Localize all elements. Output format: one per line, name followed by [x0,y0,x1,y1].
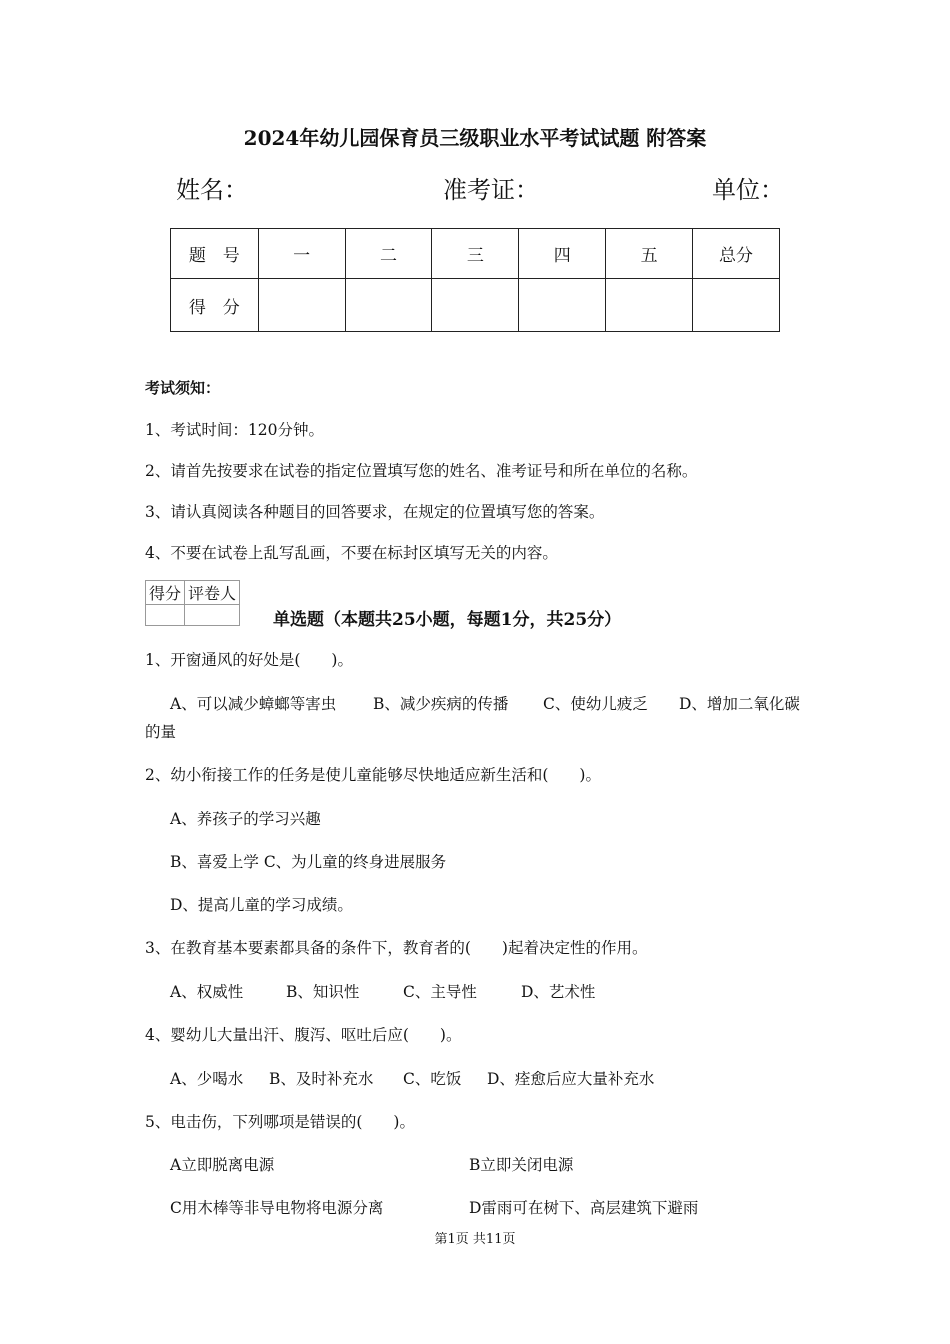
score-header-cell: 题 号 [171,229,259,279]
name-field-label: 姓名： [176,176,248,204]
exam-id-field-label: 准考证： [443,176,539,204]
option[interactable]: A、养孩子的学习兴趣 [170,810,321,828]
page-title: 2024年幼儿园保育员三级职业水平考试试题 附答案 [243,126,707,150]
option[interactable]: A立即脱离电源 [170,1156,275,1174]
question-stem: 5、电击伤，下列哪项是错误的( )。 [145,1113,415,1131]
option-wrap: 的量 [145,723,177,741]
option[interactable]: C、使幼儿疲乏 [543,695,648,713]
note-item: 1、考试时间：120分钟。 [145,421,324,439]
option[interactable]: C、主导性 [403,983,477,1001]
option[interactable]: B、及时补充水 [269,1070,374,1088]
option[interactable]: D、提高儿童的学习成绩。 [170,896,353,914]
page-footer: 第1页 共11页 [434,1232,516,1247]
note-item: 2、请首先按要求在试卷的指定位置填写您的姓名、准考证号和所在单位的名称。 [145,462,698,480]
option[interactable]: D雷雨可在树下、高层建筑下避雨 [469,1199,699,1217]
grader-score-label: 得分 [146,581,185,605]
option[interactable]: A、可以减少蟑螂等害虫 [170,695,337,713]
score-cell[interactable] [606,279,693,332]
grader-box [145,580,240,626]
score-cell[interactable] [693,279,780,332]
grader-name-cell[interactable] [185,605,240,626]
grader-name-label: 评卷人 [185,581,240,605]
notes-heading: 考试须知： [145,379,221,397]
option[interactable]: D、艺术性 [521,983,596,1001]
score-header-cell: 五 [606,229,693,279]
score-header-cell: 一 [258,229,345,279]
score-cell[interactable] [432,279,519,332]
option[interactable]: B立即关闭电源 [469,1156,574,1174]
section-title: 单选题（本题共25小题，每题1分，共25分） [273,610,622,630]
option[interactable]: A、权威性 [170,983,244,1001]
question-stem: 1、开窗通风的好处是( )。 [145,651,353,669]
score-row-label: 得 分 [171,279,259,332]
score-cell[interactable] [519,279,606,332]
option[interactable]: D、增加二氧化碳 [679,695,800,713]
note-item: 4、不要在试卷上乱写乱画，不要在标封区填写无关的内容。 [145,544,558,562]
option[interactable]: D、痊愈后应大量补充水 [487,1070,655,1088]
option[interactable]: B、知识性 [286,983,360,1001]
unit-field-label: 单位： [712,176,784,204]
option[interactable]: A、少喝水 [170,1070,244,1088]
score-cell[interactable] [345,279,432,332]
score-header-cell: 四 [519,229,606,279]
option[interactable]: C用木棒等非导电物将电源分离 [170,1199,384,1217]
question-stem: 4、婴幼儿大量出汗、腹泻、呕吐后应( )。 [145,1026,462,1044]
score-header-cell: 二 [345,229,432,279]
question-stem: 2、幼小衔接工作的任务是使儿童能够尽快地适应新生活和( )。 [145,766,601,784]
score-header-cell: 三 [432,229,519,279]
grader-score-cell[interactable] [146,605,185,626]
option[interactable]: B、减少疾病的传播 [373,695,509,713]
score-table-score-row [171,279,780,332]
score-cell[interactable] [258,279,345,332]
score-table [170,228,780,332]
score-table-header-row [171,229,780,279]
option[interactable]: B、喜爱上学 C、为儿童的终身进展服务 [170,853,447,871]
option[interactable]: C、吃饭 [403,1070,462,1088]
score-header-cell: 总分 [693,229,780,279]
note-item: 3、请认真阅读各种题目的回答要求，在规定的位置填写您的答案。 [145,503,605,521]
question-stem: 3、在教育基本要素都具备的条件下，教育者的( )起着决定性的作用。 [145,939,648,957]
